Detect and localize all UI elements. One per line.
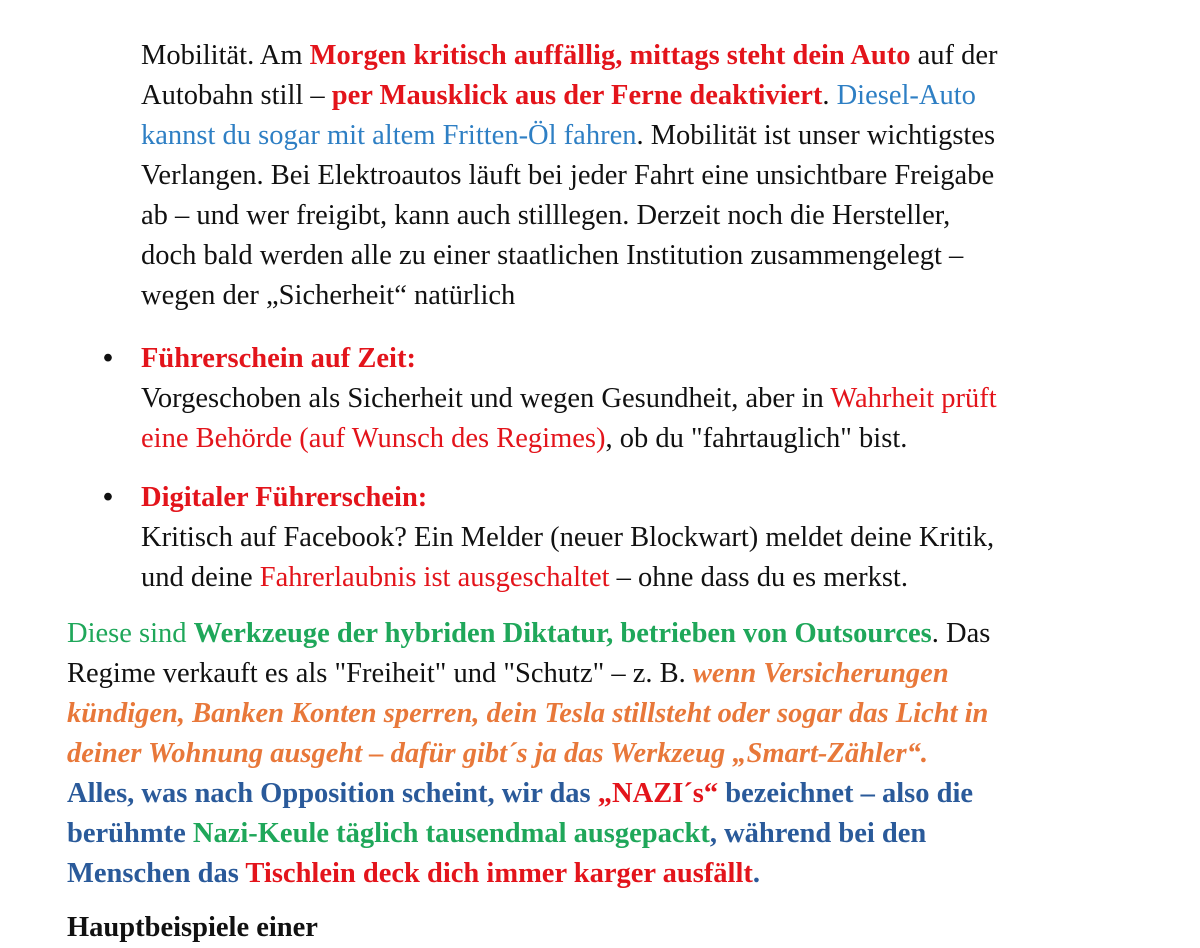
- paragraph-mobility: [141, 36, 1141, 316]
- text-line: ab – und wer freigibt, kann auch stilllegen. Derzeit noch die Hersteller,: [141, 200, 951, 231]
- text-line: deiner Wohnung ausgeht – dafür gibt´s ja das Werkzeug „Smart-Zähler“.: [67, 738, 928, 769]
- text-line: [67, 854, 1147, 894]
- text-run: und deine: [141, 562, 260, 593]
- highlight-blue: Diesel-Auto: [836, 80, 976, 111]
- text-line: [141, 36, 1141, 76]
- text-line: [67, 774, 1147, 814]
- text-line: wegen der „Sicherheit“ natürlich: [141, 280, 516, 311]
- text-run: Mobilität. Am: [141, 40, 310, 71]
- text-line: [141, 76, 1141, 116]
- text-run: .: [752, 858, 761, 889]
- text-line: Kritisch auf Facebook? Ein Melder (neuer Blockwart) meldet deine Kritik,: [141, 522, 995, 553]
- text-run: Regime verkauft es als "Freiheit" und "Schutz" – z. B.: [67, 658, 693, 689]
- text-run: , während bei den: [709, 818, 927, 849]
- highlight-red-bold: „NAZI´s“: [597, 778, 719, 809]
- list-item-title: Digitaler Führerschein:: [141, 482, 428, 513]
- paragraph-dictatorship: [67, 614, 1147, 894]
- text-line: kündigen, Banken Konten sperren, dein Tesla stillsteht oder sogar das Licht in: [67, 698, 989, 729]
- text-run: . Mobilität ist unser wichtigstes: [636, 120, 996, 151]
- highlight-orange-italic: wenn Versicherungen: [692, 658, 949, 689]
- text-run: Vorgeschoben als Sicherheit und wegen Gesundheit, aber in: [141, 383, 831, 414]
- highlight-red: eine Behörde (auf Wunsch des Regimes): [141, 423, 606, 454]
- text-run: – ohne dass du es merkst.: [609, 562, 908, 593]
- highlight-red-bold: Morgen kritisch auffällig, mittags steht dein Auto: [309, 40, 911, 71]
- text-run: auf der: [910, 40, 998, 71]
- text-run: . Das: [931, 618, 991, 649]
- text-line: [67, 654, 1147, 694]
- text-run: bezeichnet – also die: [718, 778, 974, 809]
- text-run: berühmte: [67, 818, 193, 849]
- text-line: [67, 614, 1147, 654]
- text-line: [141, 379, 1141, 419]
- highlight-green-bold: Werkzeuge der hybriden Diktatur, betrieben von Outsources: [193, 618, 932, 649]
- highlight-green: Diese sind: [67, 618, 194, 649]
- bullet-icon: •: [103, 482, 113, 513]
- text-run: Alles, was nach Opposition scheint, wir das: [67, 778, 598, 809]
- list-item-title: Führerschein auf Zeit:: [141, 343, 416, 374]
- highlight-green-bold: Nazi-Keule täglich tausendmal ausgepackt: [192, 818, 710, 849]
- highlight-red: Wahrheit prüft: [830, 383, 997, 414]
- text-run: , ob du "fahrtauglich" bist.: [605, 423, 908, 454]
- text-run: Autobahn still –: [141, 80, 332, 111]
- text-line: doch bald werden alle zu einer staatlichen Institution zusammengelegt –: [141, 240, 964, 271]
- highlight-red-bold: Tischlein deck dich immer karger ausfällt: [245, 858, 753, 889]
- text-line: [141, 116, 1141, 156]
- section-heading: Hauptbeispiele einer: [67, 912, 318, 943]
- text-line: [141, 419, 1141, 459]
- highlight-red: Fahrerlaubnis ist ausgeschaltet: [259, 562, 610, 593]
- list-item: [103, 478, 1141, 598]
- bullet-icon: •: [103, 343, 113, 374]
- highlight-blue: kannst du sogar mit altem Fritten-Öl fahren: [141, 120, 637, 151]
- list-item: [103, 339, 1141, 459]
- highlight-red-bold: per Mausklick aus der Ferne deaktiviert: [331, 80, 823, 111]
- text-run: .: [822, 80, 837, 111]
- text-line: [141, 558, 1141, 598]
- text-run: Menschen das: [67, 858, 246, 889]
- text-line: Verlangen. Bei Elektroautos läuft bei jeder Fahrt eine unsichtbare Freigabe: [141, 160, 995, 191]
- text-line: [67, 814, 1147, 854]
